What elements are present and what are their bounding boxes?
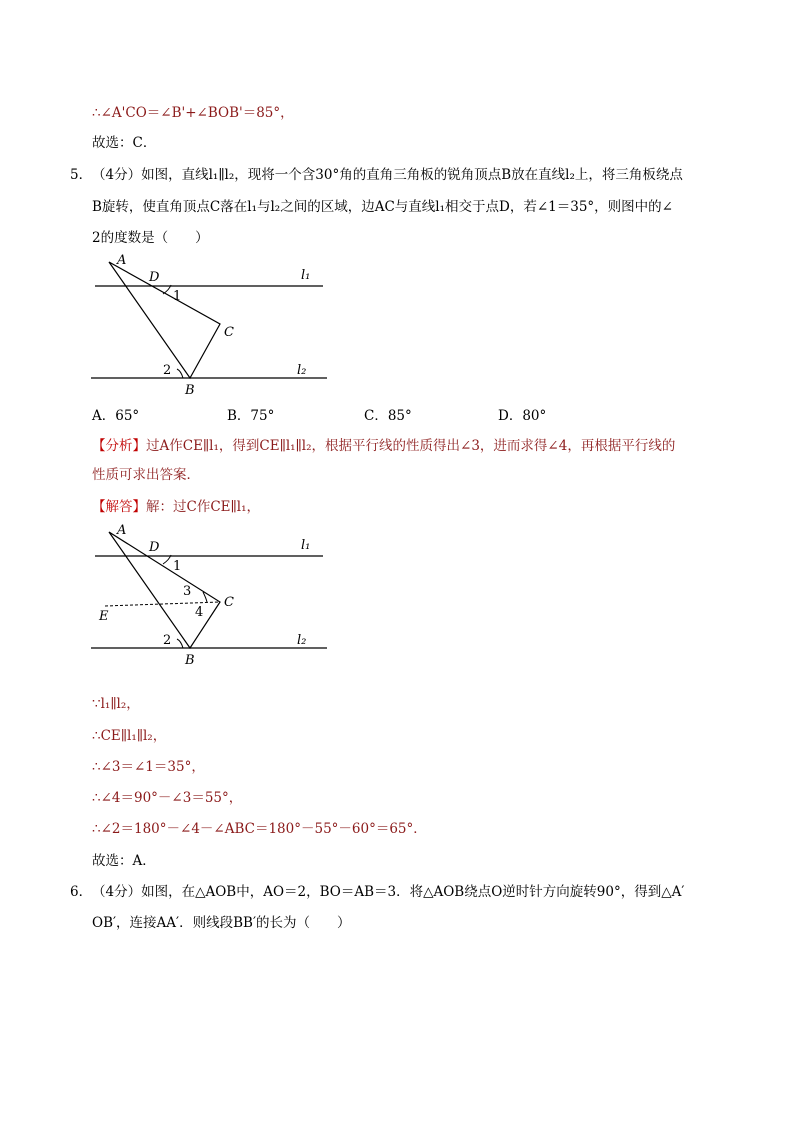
question-6-stem-line-1: （4分）如图，在△AOB中，AO＝2，BO＝AB＝3．将△AOB绕点O逆时针方向旋转90°，得到△A′ [92, 884, 685, 900]
question-5-figure [85, 248, 335, 400]
step-1: ∵l₁∥l₂， [92, 696, 140, 712]
option-b: B．75° [227, 408, 275, 424]
fig2-label-3: 3 [183, 584, 192, 599]
step-3: ∴∠3＝∠1＝35°， [92, 759, 205, 775]
question-5-number: 5． [70, 167, 93, 183]
previous-choice-line: 故选：C． [92, 135, 157, 151]
option-a: A．65° [92, 408, 140, 424]
fig1-label-2: 2 [163, 363, 172, 378]
fig1-label-D: D [149, 270, 160, 285]
fig1-label-1: 1 [173, 289, 182, 304]
question-5-stem-line-1: （4分）如图，直线l₁∥l₂，现将一个含30°角的直角三角板的锐角顶点B放在直线l₂上，将三角板绕点 [92, 167, 683, 183]
previous-conclusion-line: ∴∠A'CO＝∠B'+∠BOB'＝85°， [92, 105, 294, 121]
fig2-label-D: D [149, 540, 160, 555]
analysis-line-1 [92, 437, 675, 455]
fig2-label-l2: l₂ [297, 633, 307, 648]
fig1-label-l1: l₁ [301, 268, 311, 283]
question-5-choice: 故选：A． [92, 853, 156, 869]
question-6-stem-line-2: OB′，连接AA′．则线段BB′的长为（ ） [92, 915, 351, 931]
fig2-label-2: 2 [163, 633, 172, 648]
fig2-label-C: C [224, 595, 234, 610]
fig2-label-A: A [117, 523, 127, 538]
fig1-label-A: A [117, 253, 127, 268]
fig2-label-l1: l₁ [301, 538, 311, 553]
fig2-label-4: 4 [195, 605, 204, 620]
step-2: ∴CE∥l₁∥l₂， [92, 728, 167, 744]
analysis-tag: 【分析】 [92, 438, 146, 454]
option-d: D．80° [498, 408, 547, 424]
fig1-label-l2: l₂ [297, 363, 307, 378]
fig2-label-E: E [99, 609, 109, 624]
answer-figure [85, 518, 335, 670]
fig2-label-B: B [185, 653, 195, 668]
fig2-label-1: 1 [173, 559, 182, 574]
answer-intro-line [92, 498, 260, 516]
answer-tag: 【解答】 [92, 499, 146, 515]
fig1-label-B: B [185, 383, 195, 398]
analysis-text-1: 过A作CE∥l₁，得到CE∥l₁∥l₂，根据平行线的性质得出∠3，进而求得∠4，再根据平行线的 [146, 438, 676, 454]
question-6-number: 6． [70, 884, 93, 900]
answer-intro-text: 解：过C作CE∥l₁， [146, 499, 260, 515]
option-c: C．85° [364, 408, 412, 424]
step-4: ∴∠4＝90°－∠3＝55°， [92, 790, 243, 806]
fig1-label-C: C [224, 325, 234, 340]
question-5-stem-line-2: B旋转，使直角顶点C落在l₁与l₂之间的区域，边AC与直线l₁相交于点D，若∠1＝35°，则图中的∠ [92, 199, 673, 215]
analysis-line-2: 性质可求出答案． [92, 467, 200, 483]
step-5: ∴∠2＝180°－∠4－∠ABC＝180°－55°－60°＝65°． [92, 821, 427, 837]
question-5-stem-line-3: 2的度数是（ ） [92, 230, 209, 246]
